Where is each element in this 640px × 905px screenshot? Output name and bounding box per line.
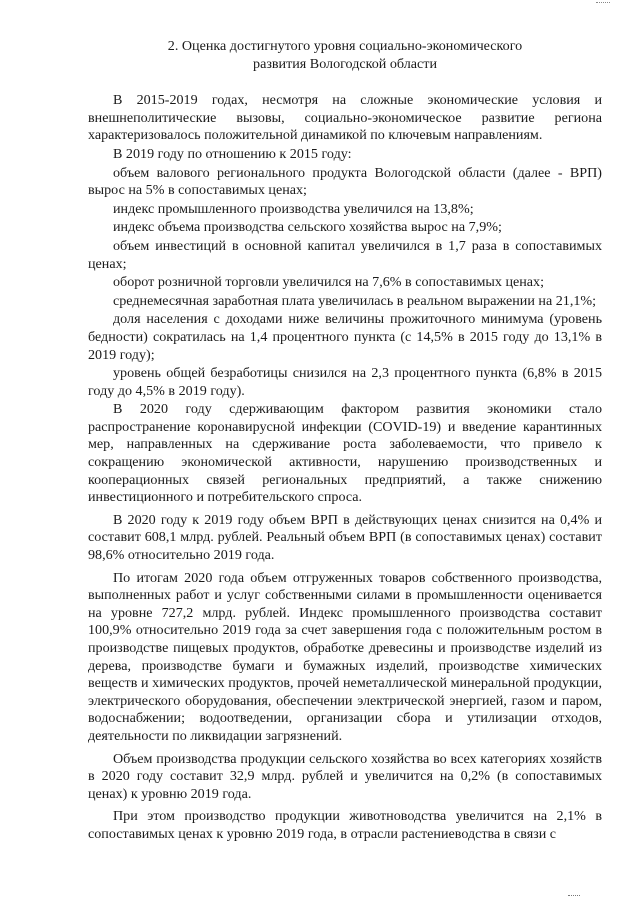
- paragraph-agriculture-index: индекс объема производства сельского хозяйства вырос на 7,9%;: [113, 219, 502, 236]
- scan-mark-bottom: [568, 895, 580, 898]
- scan-mark-top: [596, 2, 610, 5]
- paragraph-grp-growth: объем валового регионального продукта Вологодской области (далее - ВРП) вырос на 5% в сопоставимых ценах;: [88, 164, 602, 199]
- paragraph-unemployment: уровень общей безработицы снизился на 2,3 процентного пункта (6,8% в 2015 году до 4,5% в 2019 году).: [88, 365, 602, 399]
- paragraph-industrial-index: индекс промышленного производства увеличился на 13,8%;: [113, 200, 474, 217]
- paragraph-retail: оборот розничной торговли увеличился на 7,6% в сопоставимых ценах;: [113, 274, 545, 291]
- paragraph-poverty: доля населения с доходами ниже величины прожиточного минимума (уровень бедности) сократилась на 1,4 процентного пункта (с 14,5% в 2015 году до 13,1% в 2019 году);: [88, 311, 602, 363]
- paragraph-investment: объем инвестиций в основной капитал увеличился в 1,7 раза в сопоставимых ценах;: [88, 237, 602, 272]
- paragraph-2019-vs-2015: В 2019 году по отношению к 2015 году:: [113, 145, 352, 162]
- paragraph-livestock-2020: При этом производство продукции животноводства увеличится на 2,1% в сопоставимых ценах к уровню 2019 года, в отрасли растениеводства в связи с: [88, 808, 602, 842]
- document-page: [88, 38, 602, 844]
- paragraph-wages: среднемесячная заработная плата увеличилась в реальном выражении на 21,1%;: [113, 292, 597, 309]
- paragraph-agriculture-2020: Объем производства продукции сельского хозяйства во всех категориях хозяйств в 2020 году составит 32,9 млрд. рублей и увеличится на 0,2% (в сопоставимых ценах) к уровню 2019 года.: [88, 750, 602, 802]
- section-title-line-1: 2. Оценка достигнутого уровня социально-экономического: [167, 38, 523, 54]
- paragraph-intro: В 2015-2019 годах, несмотря на сложные экономические условия и внешнеполитические вызовы, социально-экономическое развитие региона характеризовалось положительной динамикой по ключевым направлениям.: [88, 92, 602, 144]
- paragraph-grp-2020: В 2020 году к 2019 году объем ВРП в действующих ценах снизится на 0,4% и составит 608,1 млрд. рублей. Реальный объем ВРП (в сопоставимых ценах) составит 98,6% относительно 2019 года.: [88, 511, 602, 564]
- section-title: [88, 38, 602, 73]
- section-title-line-2: развития Вологодской области: [253, 55, 437, 72]
- paragraph-industry-2020: По итогам 2020 года объем отгруженных товаров собственного производства, выполненных работ и услуг собственными силами в промышленности оценивается на уровне 727,2 млрд. рублей. Индекс промышленного производства составит 100,9% относительно 2019 года за счет завершения года с положительным ростом в производстве пищевых продуктов, обработке древесины и производстве изделий из дерева, производстве бумаги и бумажных изделий, производстве химических веществ и химических продуктов, прочей неметаллической минеральной продукции, электрического оборудования, обеспечении электрической энергией, газом и паром, водоснабжении; водоотведении, организации сбора и утилизации отходов, деятельности по ликвидации загрязнений.: [88, 569, 602, 744]
- paragraph-covid-2020: В 2020 году сдерживающим фактором развития экономики стало распространение коронавирусной инфекции (COVID-19) и введение карантинных мер, направленных на сдерживание роста заболеваемости, что привело к сокращению экономической активности, нарушению производственных и кооперационных связей региональных предприятий, а также снижению инвестиционного и потребительского спроса.: [88, 401, 602, 506]
